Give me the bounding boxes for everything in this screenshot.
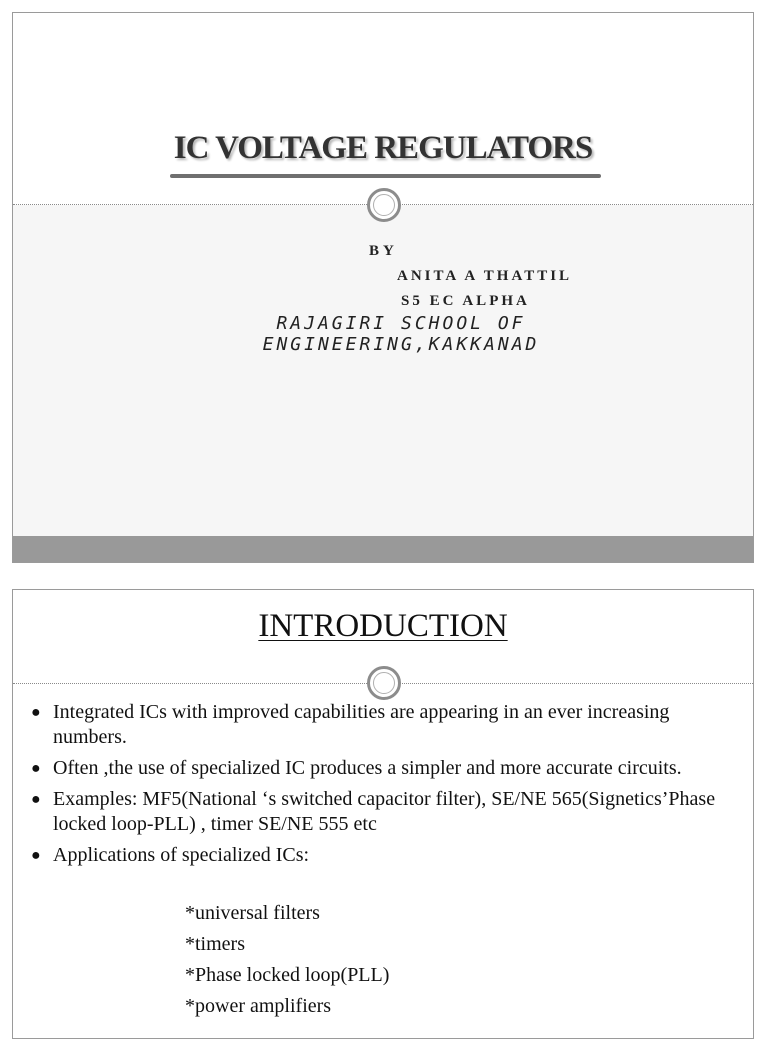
- introduction-slide: [12, 589, 754, 1039]
- school-name: [231, 313, 571, 355]
- school-line-1: RAJAGIRI SCHOOL OF: [276, 313, 526, 334]
- by-label: BY: [369, 243, 398, 259]
- sub-item-list: [185, 898, 389, 1022]
- school-line-2: ENGINEERING,KAKKANAD: [262, 334, 540, 355]
- title-underline: [170, 174, 601, 178]
- title-slide: [12, 12, 754, 563]
- bullet-list: [29, 700, 739, 874]
- list-item: ● Applications of specialized ICs:: [31, 844, 310, 866]
- bullet-icon: ●: [31, 791, 41, 808]
- list-item: ● Examples: MF5(National ‘s switched capacitor filter), SE/NE 565(Signetics’Phase locked loop-PLL) , timer SE/NE 555 etc: [31, 788, 716, 835]
- class-name: S5 EC ALPHA: [401, 293, 530, 309]
- bullet-icon: ●: [31, 847, 41, 864]
- bullet-icon: ●: [31, 760, 41, 777]
- author-name: ANITA A THATTIL: [397, 268, 573, 284]
- list-item: ● Often ,the use of specialized IC produces a simpler and more accurate circuits.: [31, 757, 682, 779]
- slide-title: IC VOLTAGE REGULATORS: [173, 130, 593, 166]
- ring-ornament-icon: [367, 188, 401, 222]
- slide-title: INTRODUCTION: [258, 608, 508, 644]
- bullet-icon: ●: [31, 704, 41, 721]
- sub-item: *Phase locked loop(PLL): [185, 964, 390, 986]
- sub-item: *power amplifiers: [185, 995, 332, 1017]
- sub-item: *universal filters: [185, 902, 320, 924]
- slide-footer-bar: [13, 536, 753, 562]
- list-item: ● Integrated ICs with improved capabilities are appearing in an ever increasing numbers.: [31, 701, 670, 748]
- ring-ornament-icon: [367, 666, 401, 700]
- sub-item: *timers: [185, 933, 245, 955]
